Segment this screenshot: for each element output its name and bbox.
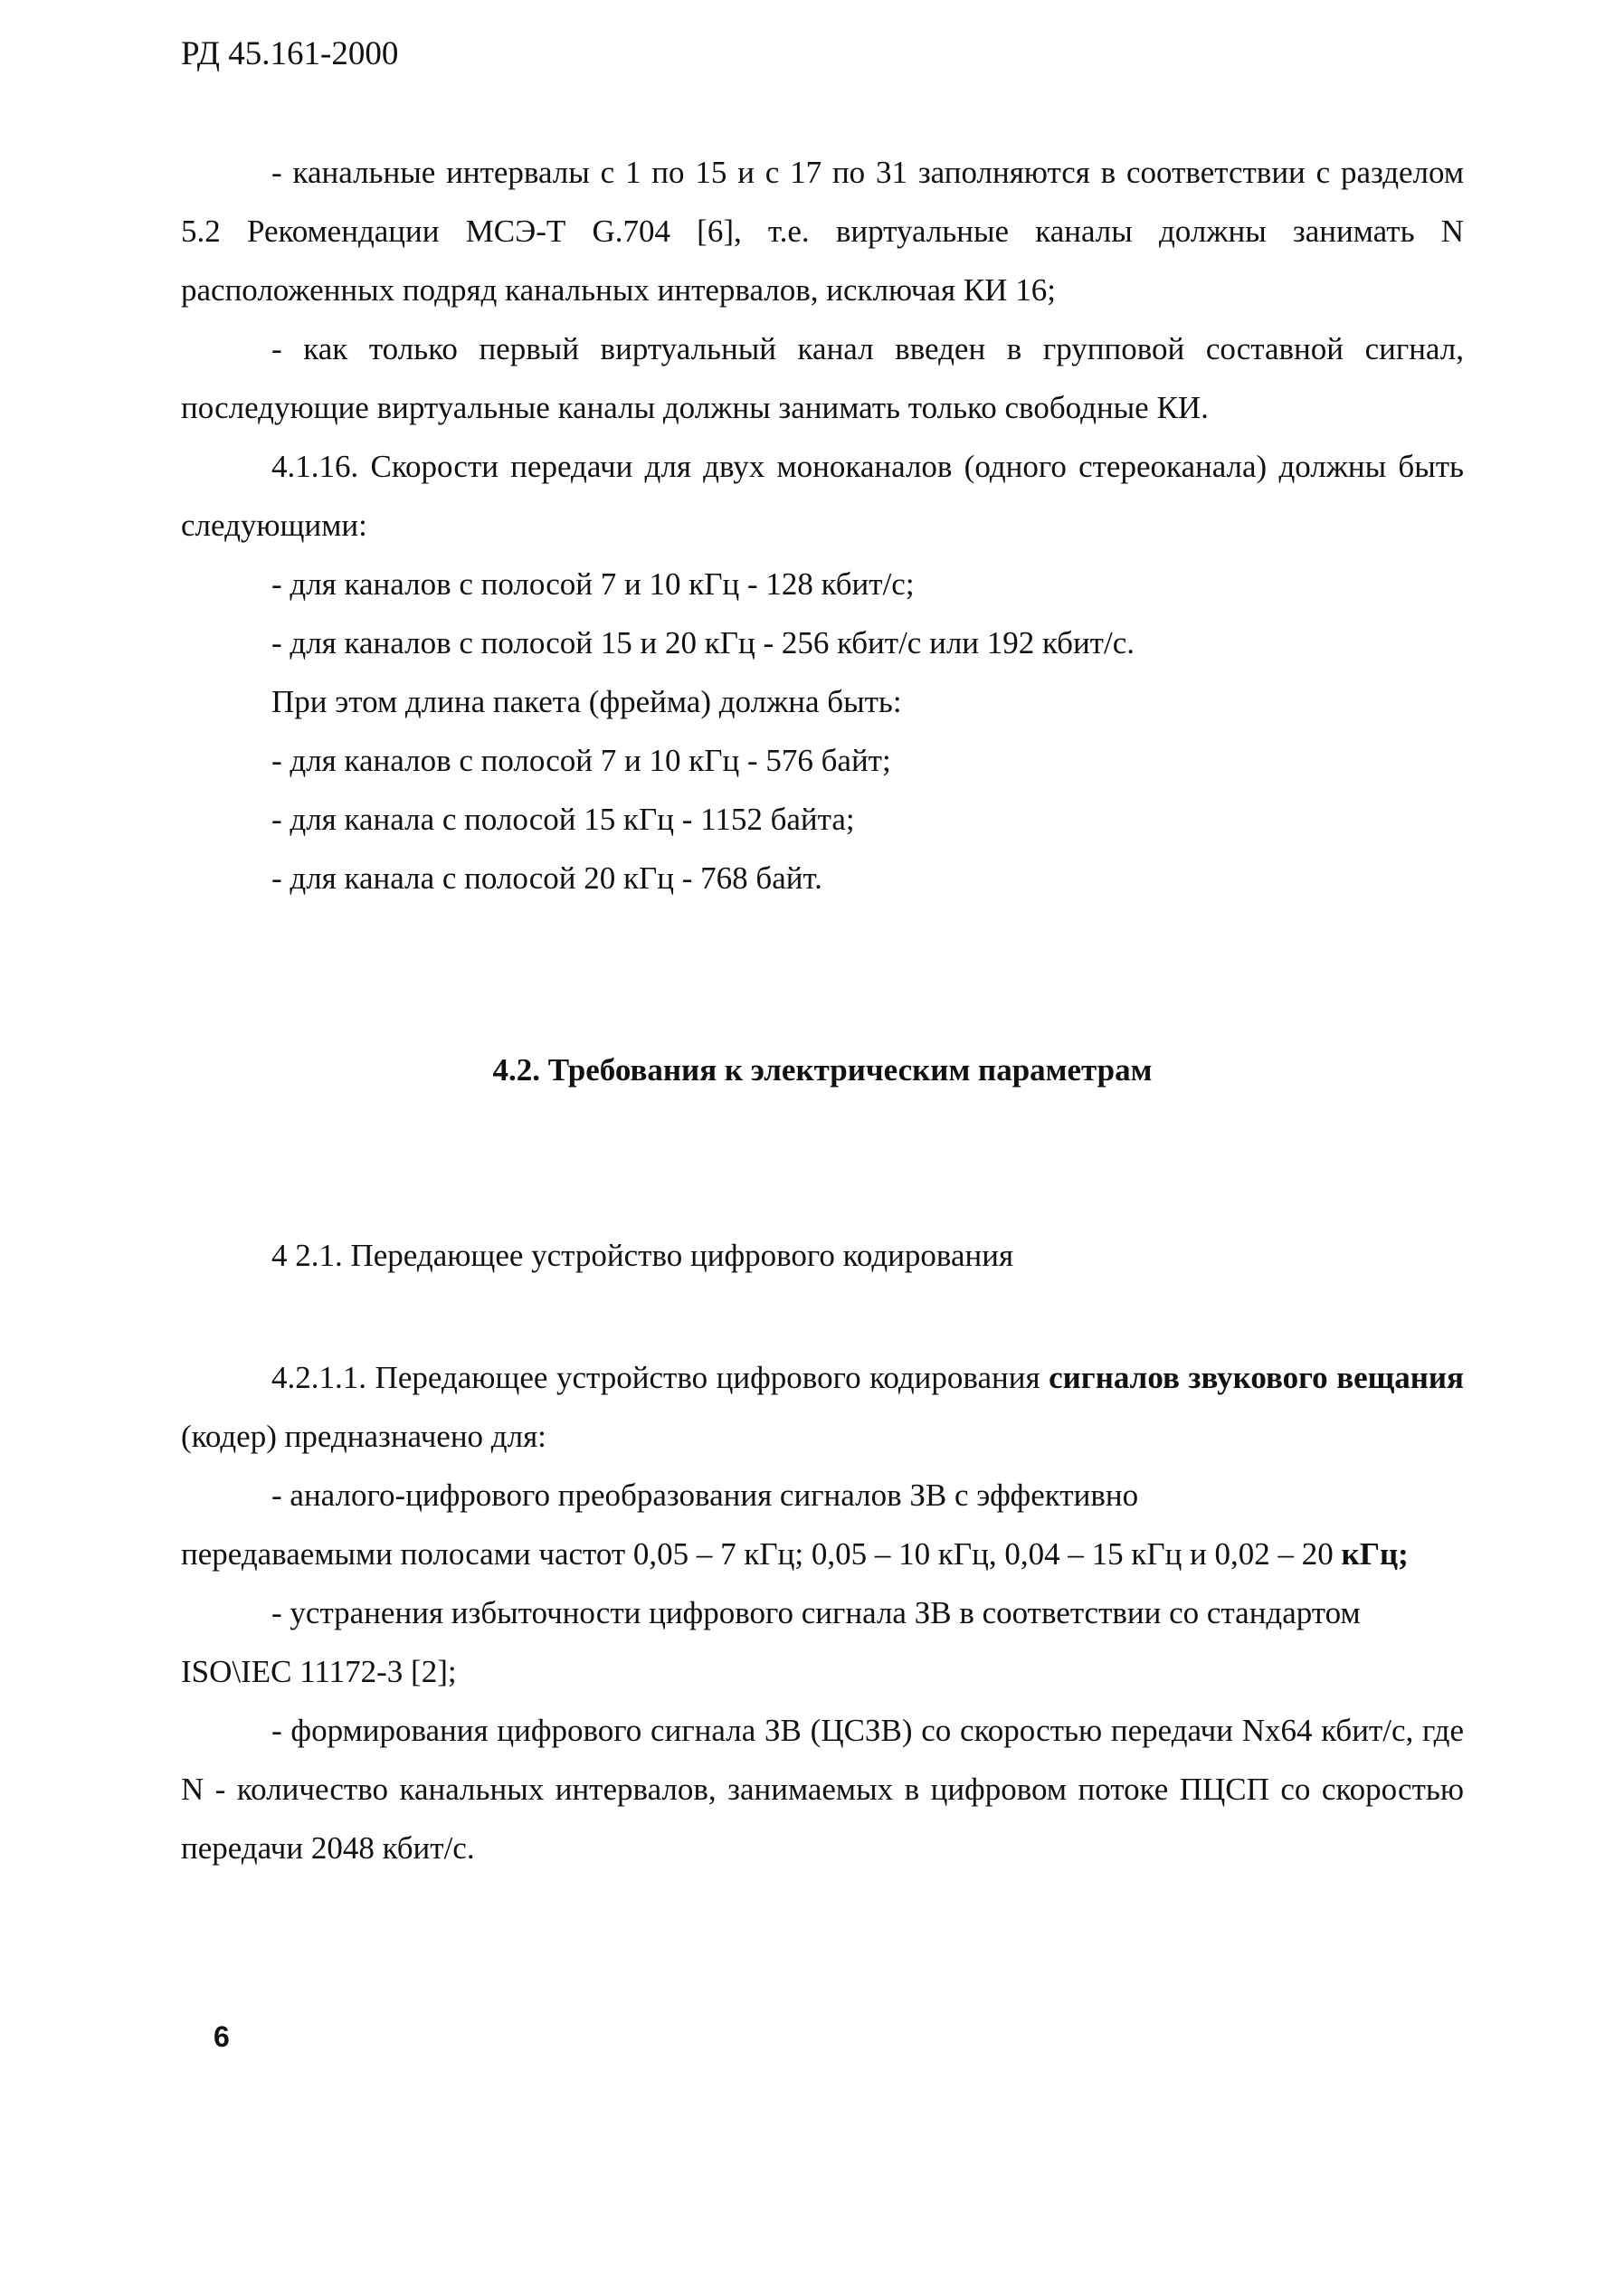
document-code: РД 45.161-2000 [181,35,399,72]
item-channel-intervals: - канальные интервалы с 1 по 15 и с 17 по 31 заполняются в соответствии с разделом 5.2 Рекомендации МСЭ-Т G.704 [6], т.е. виртуальные каналы должны занимать N расположенных подряд канальных интервалов, исключая КИ 16; [181,155,1464,308]
item-redundancy-line-1: - устранения избыточности цифрового сигнала ЗВ в соответствии со стандартом [271,1595,1361,1630]
paragraph-4-2-1-1 [181,1348,1464,1466]
frame-length-intro: При этом длина пакета (фрейма) должна быть: [271,684,902,719]
item-first-virtual-channel: - как только первый виртуальный канал введен в групповой составной сигнал, последующие виртуальные каналы должны занимать только свободные КИ. [181,331,1464,425]
item-adc-line-2 [181,1525,1464,1583]
item-signal-formation: - формирования цифрового сигнала ЗВ (ЦСЗВ) со скоростью передачи Nx64 кбит/с, где N - количество канальных интервалов, занимаемых в цифровом потоке ПЦСП со скоростью передачи 2048 кбит/с. [181,1713,1464,1866]
item-redundancy-line-2: ISO\IEC 11172-3 [2]; [181,1654,457,1689]
frame-15-khz: - для канала с полосой 15 кГц - 1152 байта; [271,802,855,837]
frame-7-10-khz: - для каналов с полосой 7 и 10 кГц - 576 байт; [271,743,891,778]
item-adc-line-2-text: передаваемыми полосами частот 0,05 – 7 кГц; 0,05 – 10 кГц, 0,04 – 15 кГц и 0,02 – 20 [181,1536,1342,1572]
requirements-block [181,143,1464,907]
subsection-title-block [181,1226,1464,1285]
rate-15-20-khz: - для каналов с полосой 15 и 20 кГц - 256 кбит/с или 192 кбит/с. [271,625,1135,660]
frame-20-khz: - для канала с полосой 20 кГц - 768 байт. [271,860,822,896]
section-heading: 4.2. Требования к электрическим параметрам [492,1052,1153,1088]
paragraph-4-1-16: 4.1.16. Скорости передачи для двух моноканалов (одного стереоканала) должны быть следующими: [181,449,1464,543]
paragraph-4-2-1-1-start: 4.2.1.1. Передающее устройство цифрового кодирования [271,1360,1049,1395]
encoder-purpose-block [181,1348,1464,1877]
item-adc-line-2-bold: кГц; [1341,1536,1409,1572]
item-adc-line-1: - аналого-цифрового преобразования сигналов ЗВ с эффективно [271,1478,1139,1513]
paragraph-4-2-1-1-bold: сигналов звукового вещания [1049,1360,1464,1395]
paragraph-4-2-1-1-end: (кодер) предназначено для: [181,1419,546,1454]
subsection-4-2-1: 4 2.1. Передающее устройство цифрового кодирования [271,1238,1014,1273]
page-number: 6 [214,2020,230,2053]
rate-7-10-khz: - для каналов с полосой 7 и 10 кГц - 128 кбит/с; [271,566,915,602]
